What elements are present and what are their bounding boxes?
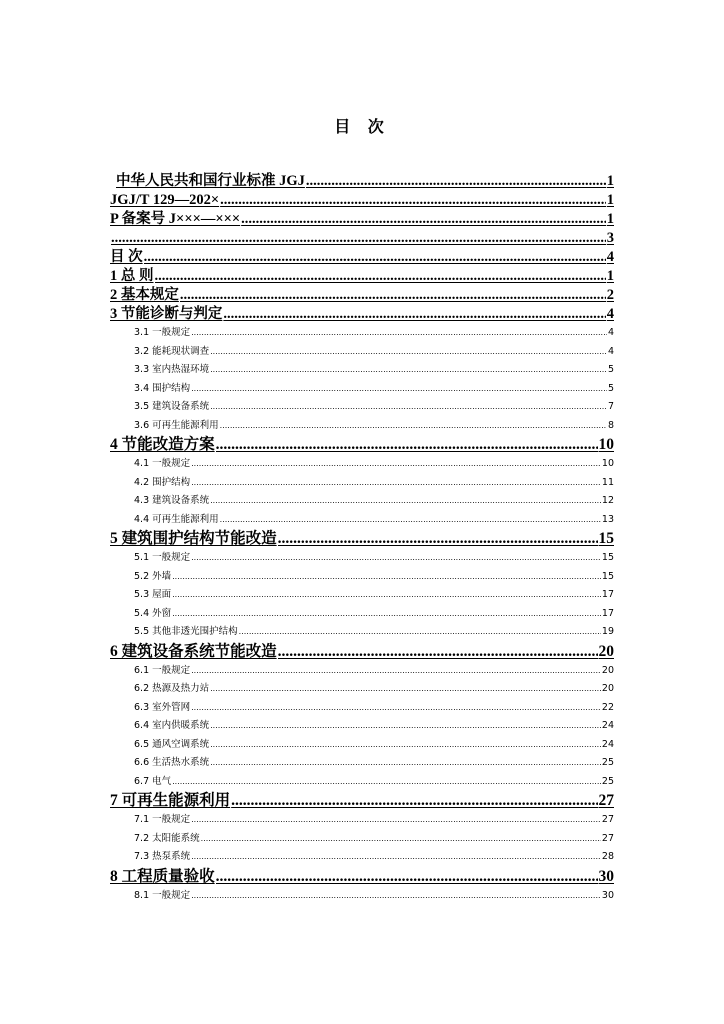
- toc-entry-page-number: 5: [607, 382, 614, 394]
- toc-entry-page-number: 12: [601, 495, 614, 506]
- toc-entry-label: 3.6 可再生能源利用: [134, 419, 219, 431]
- toc-entry-page-number: 15: [601, 570, 614, 582]
- toc-entry-label: 3.1 一般规定: [134, 327, 191, 338]
- toc-entry-page-number: 5: [607, 364, 614, 375]
- toc-leader-dots: [306, 172, 606, 191]
- toc-entry-label: 4 节能改造方案: [110, 436, 215, 453]
- toc-entry-page-number: 24: [601, 720, 614, 731]
- toc-chapter-entry[interactable]: [110, 172, 614, 191]
- toc-entry-page-number: 2: [606, 287, 614, 303]
- toc-leader-dots: [201, 830, 601, 849]
- toc-entry-label: 4.4 可再生能源利用: [134, 513, 219, 525]
- toc-chapter-entry[interactable]: [110, 305, 614, 324]
- toc-leader-dots: [223, 305, 605, 324]
- toc-chapter-entry[interactable]: [110, 210, 614, 229]
- page-title: 目 次: [334, 117, 390, 136]
- toc-entry-label: 3.3 室内热湿环境: [134, 364, 210, 375]
- toc-section-entry[interactable]: [134, 830, 614, 849]
- toc-leader-dots: [191, 811, 601, 830]
- toc-section-entry[interactable]: [134, 361, 614, 380]
- toc-entry-page-number: 1: [606, 173, 614, 189]
- toc-leader-dots: [220, 191, 606, 210]
- toc-entry-label: 4.1 一般规定: [134, 458, 191, 469]
- toc-entry-page-number: 25: [601, 757, 614, 768]
- toc-entry-page-number: 19: [601, 626, 614, 637]
- toc-entry-label: 3.2 能耗现状调查: [134, 345, 210, 357]
- toc-entry-label: 7.1 一般规定: [134, 814, 191, 825]
- toc-leader-dots: [172, 568, 601, 587]
- toc-leader-dots: [220, 417, 607, 436]
- toc-leader-dots: [210, 343, 607, 362]
- toc-chapter-entry[interactable]: [110, 286, 614, 305]
- toc-entry-label: 3.5 建筑设备系统: [134, 401, 210, 412]
- toc-leader-dots: [111, 229, 606, 248]
- toc-entry-label: 8.1 一般规定: [134, 889, 191, 901]
- toc-leader-dots: [191, 662, 601, 681]
- toc-entry-page-number: 4: [606, 306, 614, 322]
- toc-leader-dots: [191, 887, 601, 906]
- toc-entry-page-number: 30: [601, 889, 614, 901]
- toc-entry-label: 6.5 通风空调系统: [134, 738, 210, 750]
- toc-entry-page-number: 25: [601, 775, 614, 787]
- toc-entry-page-number: 1: [606, 211, 614, 227]
- toc-section-entry[interactable]: [134, 455, 614, 474]
- toc-chapter-entry[interactable]: [110, 529, 614, 549]
- toc-leader-dots: [210, 680, 601, 699]
- toc-section-entry[interactable]: [134, 662, 614, 681]
- toc-section-entry[interactable]: [134, 773, 614, 792]
- toc-entry-label: 5.2 外墙: [134, 570, 172, 582]
- toc-entry-page-number: 4: [607, 345, 614, 357]
- toc-entry-page-number: 13: [601, 513, 614, 525]
- toc-leader-dots: [220, 511, 601, 530]
- toc-leader-dots: [239, 623, 601, 642]
- toc-entry-page-number: 10: [598, 436, 614, 453]
- toc-section-entry[interactable]: [134, 398, 614, 417]
- toc-entry-label: 4.2 围护结构: [134, 476, 191, 488]
- toc-entry-page-number: 3: [606, 230, 614, 246]
- toc-section-entry[interactable]: [134, 549, 614, 568]
- toc-entry-page-number: 15: [601, 552, 614, 563]
- toc-entry-page-number: 17: [601, 589, 614, 600]
- toc-entry-page-number: 20: [601, 664, 614, 676]
- toc-entry-page-number: 1: [606, 192, 614, 208]
- toc-entry-page-number: 1: [606, 268, 614, 284]
- toc-section-entry[interactable]: [134, 324, 614, 343]
- toc-leader-dots: [216, 867, 598, 887]
- toc-chapter-entry[interactable]: [110, 435, 614, 455]
- toc-leader-dots: [191, 455, 601, 474]
- toc-chapter-entry[interactable]: [110, 229, 614, 248]
- toc-entry-page-number: 20: [601, 683, 614, 694]
- toc-entry-label: 7.3 热泵系统: [134, 851, 191, 862]
- toc-entry-page-number: 22: [601, 701, 614, 713]
- toc-entry-page-number: 20: [598, 642, 614, 660]
- toc-entry-page-number: 7: [607, 401, 614, 412]
- toc-entry-label: 3 节能诊断与判定: [110, 306, 223, 322]
- toc-section-entry[interactable]: [134, 511, 614, 530]
- toc-entry-label: 2 基本规定: [110, 287, 179, 303]
- toc-leader-dots: [210, 736, 601, 755]
- toc-leader-dots: [210, 398, 607, 417]
- toc-leader-dots: [155, 267, 606, 286]
- toc-entry-page-number: 17: [601, 607, 614, 619]
- toc-leader-dots: [172, 773, 601, 792]
- toc-entry-label: 6.4 室内供暖系统: [134, 720, 210, 731]
- toc-entry-page-number: 28: [601, 851, 614, 862]
- toc-entry-page-number: 27: [601, 832, 614, 844]
- toc-entry-label: 5.1 一般规定: [134, 552, 191, 563]
- toc-entry-page-number: 8: [607, 419, 614, 431]
- toc-entry-page-number: 4: [606, 249, 614, 265]
- toc-entry-label: 5.4 外窗: [134, 607, 172, 619]
- toc-entry-label: 4.3 建筑设备系统: [134, 495, 210, 506]
- toc-entry-label: 6.2 热源及热力站: [134, 683, 210, 694]
- toc-entry-page-number: 10: [601, 458, 614, 469]
- table-of-contents: [110, 172, 614, 905]
- toc-entry-label: 5 建筑围护结构节能改造: [110, 530, 277, 547]
- toc-entry-page-number: 24: [601, 738, 614, 750]
- toc-entry-label: 5.3 屋面: [134, 589, 172, 600]
- toc-section-entry[interactable]: [134, 568, 614, 587]
- toc-entry-label: 目 次: [110, 249, 143, 265]
- toc-leader-dots: [210, 492, 601, 511]
- toc-leader-dots: [191, 324, 607, 343]
- toc-leader-dots: [180, 286, 606, 305]
- toc-section-entry[interactable]: [134, 699, 614, 718]
- toc-chapter-entry[interactable]: [110, 791, 614, 811]
- toc-section-entry[interactable]: [134, 605, 614, 624]
- toc-leader-dots: [210, 717, 601, 736]
- toc-entry-label: P 备案号 J×××—×××: [110, 211, 241, 227]
- toc-section-entry[interactable]: [134, 717, 614, 736]
- toc-leader-dots: [191, 549, 601, 568]
- toc-entry-label: 6.3 室外管网: [134, 701, 191, 713]
- toc-leader-dots: [278, 642, 598, 662]
- toc-leader-dots: [231, 791, 597, 811]
- toc-leader-dots: [191, 474, 601, 493]
- toc-section-entry[interactable]: [134, 623, 614, 642]
- toc-entry-label: 8 工程质量验收: [110, 867, 215, 885]
- toc-entry-page-number: 30: [598, 867, 614, 885]
- toc-section-entry[interactable]: [134, 811, 614, 830]
- toc-section-entry[interactable]: [134, 736, 614, 755]
- toc-leader-dots: [191, 699, 601, 718]
- toc-entry-label: 5.5 其他非透光围护结构: [134, 626, 238, 637]
- toc-section-entry[interactable]: [134, 492, 614, 511]
- toc-entry-label: 6 建筑设备系统节能改造: [110, 642, 277, 660]
- toc-entry-label: 中华人民共和国行业标准 JGJ: [116, 173, 305, 189]
- toc-entry-label: 1 总 则: [110, 268, 154, 284]
- toc-section-entry[interactable]: [134, 887, 614, 906]
- toc-chapter-entry[interactable]: [110, 267, 614, 286]
- toc-entry-label: JGJ/T 129—202×: [110, 192, 220, 208]
- toc-section-entry[interactable]: [134, 474, 614, 493]
- toc-entry-page-number: 27: [598, 792, 614, 809]
- toc-leader-dots: [172, 605, 601, 624]
- toc-entry-label: 6.7 电气: [134, 775, 172, 787]
- toc-chapter-entry[interactable]: [110, 867, 614, 887]
- toc-leader-dots: [172, 586, 601, 605]
- toc-section-entry[interactable]: [134, 754, 614, 773]
- toc-section-entry[interactable]: [134, 848, 614, 867]
- toc-leader-dots: [144, 248, 606, 267]
- toc-leader-dots: [210, 754, 601, 773]
- toc-entry-page-number: 27: [601, 814, 614, 825]
- toc-entry-page-number: 11: [601, 476, 614, 488]
- toc-section-entry[interactable]: [134, 680, 614, 699]
- toc-section-entry[interactable]: [134, 380, 614, 399]
- toc-entry-page-number: 4: [607, 327, 614, 338]
- toc-leader-dots: [278, 529, 598, 549]
- toc-section-entry[interactable]: [134, 417, 614, 436]
- toc-entry-page-number: 15: [598, 530, 614, 547]
- toc-entry-label: 7.2 太阳能系统: [134, 832, 200, 844]
- toc-chapter-entry[interactable]: [110, 191, 614, 210]
- toc-leader-dots: [241, 210, 606, 229]
- toc-leader-dots: [191, 380, 607, 399]
- toc-chapter-entry[interactable]: [110, 642, 614, 662]
- toc-entry-label: 3.4 围护结构: [134, 382, 191, 394]
- toc-section-entry[interactable]: [134, 343, 614, 362]
- toc-entry-label: 7 可再生能源利用: [110, 792, 231, 809]
- toc-leader-dots: [216, 435, 598, 455]
- toc-entry-label: 6.1 一般规定: [134, 664, 191, 676]
- toc-leader-dots: [210, 361, 607, 380]
- toc-leader-dots: [191, 848, 601, 867]
- toc-entry-label: 6.6 生活热水系统: [134, 757, 210, 768]
- toc-section-entry[interactable]: [134, 586, 614, 605]
- toc-chapter-entry[interactable]: [110, 248, 614, 267]
